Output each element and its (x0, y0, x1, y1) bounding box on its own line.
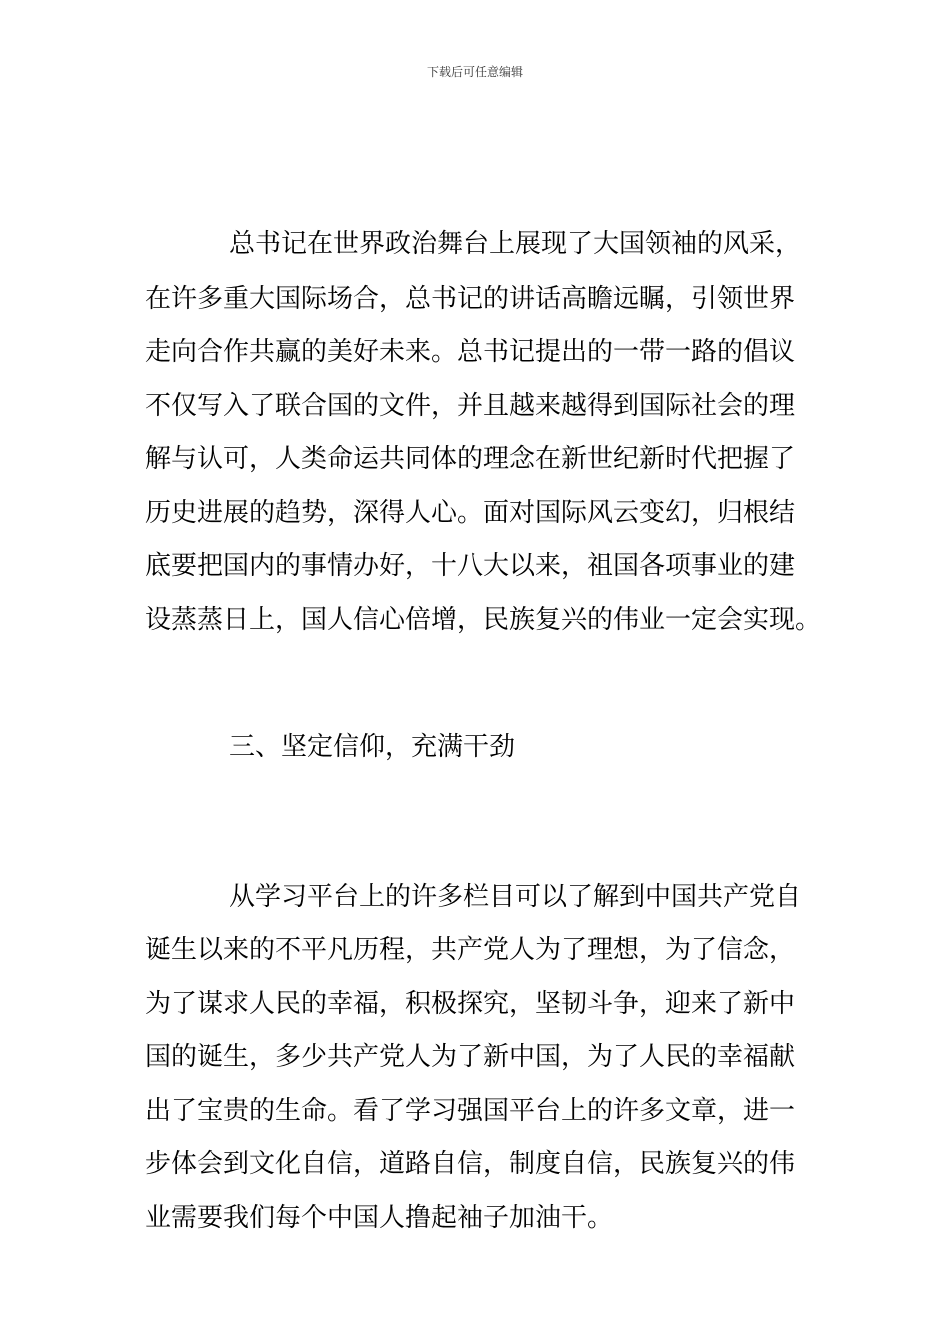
paragraph-2-line-2: 诞生以来的不平凡历程，共产党人为了理想，为了信念， (145, 935, 796, 965)
section-heading: 三、坚定信仰，充满干劲 (229, 732, 516, 762)
paragraph-1-line-7: 底要把国内的事情办好，十八大以来，祖国各项事业的建 (145, 551, 796, 581)
paragraph-1-line-3: 走向合作共赢的美好未来。总书记提出的一带一路的倡议 (145, 337, 796, 367)
paragraph-2-line-3: 为了谋求人民的幸福，积极探究，坚韧斗争，迎来了新中 (145, 989, 796, 1019)
page-header: 下载后可任意编辑 (426, 65, 523, 79)
paragraph-1-line-1: 总书记在世界政治舞台上展现了大国领袖的风采， (229, 229, 802, 259)
paragraph-1-line-5: 解与认可，人类命运共同体的理念在新世纪新时代把握了 (145, 444, 796, 474)
paragraph-2-line-5: 出了宝贵的生命。看了学习强国平台上的许多文章，进一 (145, 1096, 796, 1126)
paragraph-2-line-1: 从学习平台上的许多栏目可以了解到中国共产党自 (229, 882, 802, 912)
paragraph-2-line-6: 步体会到文化自信，道路自信，制度自信，民族复兴的伟 (145, 1149, 796, 1179)
paragraph-1-line-4: 不仅写入了联合国的文件，并且越来越得到国际社会的理 (145, 391, 796, 421)
paragraph-1-line-2: 在许多重大国际场合，总书记的讲话高瞻远瞩，引领世界 (145, 284, 796, 314)
paragraph-1-line-6: 历史进展的趋势，深得人心。面对国际风云变幻，归根结 (145, 498, 796, 528)
paragraph-2-line-4: 国的诞生，多少共产党人为了新中国，为了人民的幸福献 (145, 1042, 796, 1072)
paragraph-1-line-8: 设蒸蒸日上，国人信心倍增，民族复兴的伟业一定会实现。 (145, 605, 822, 635)
paragraph-2-line-7: 业需要我们每个中国人撸起袖子加油干。 (145, 1203, 614, 1233)
